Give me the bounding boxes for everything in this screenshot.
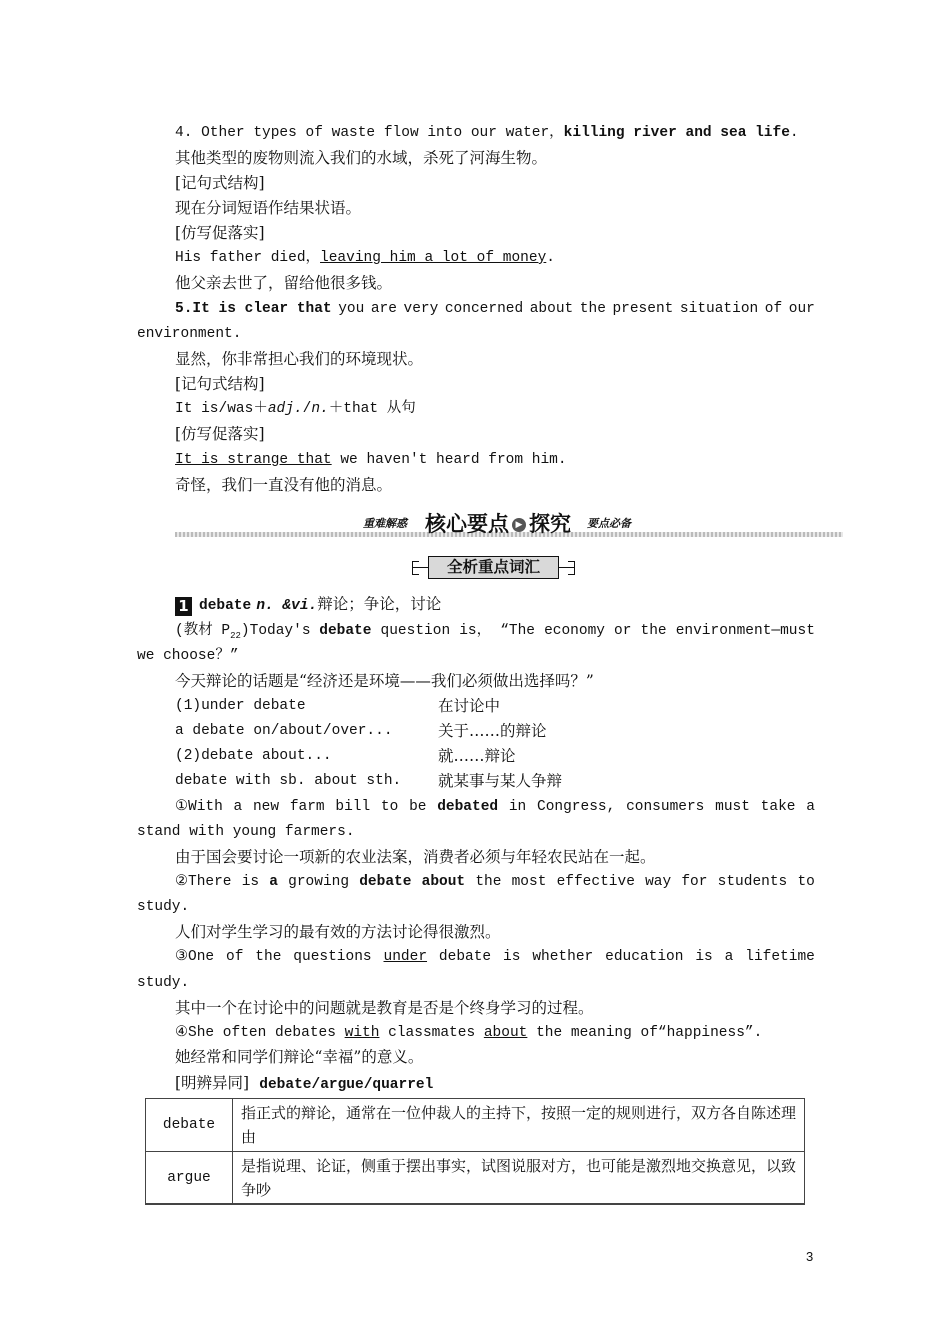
phrase-en: a debate on/about/over...	[175, 723, 393, 739]
entry-example-lead	[175, 621, 371, 646]
phrase-cn: 就……辩论	[438, 747, 516, 765]
bracket-left	[412, 561, 419, 575]
item5-bold: It is clear that	[192, 301, 332, 317]
word: new	[252, 799, 280, 815]
word-bold: about	[421, 874, 466, 890]
word: debate	[438, 949, 492, 965]
banner-right-text: 要点必备	[587, 517, 631, 530]
word: students	[717, 874, 788, 890]
word: growing	[288, 874, 350, 890]
item4-practice-underlined: leaving him a lot of money	[320, 250, 547, 266]
bracket-right	[568, 561, 575, 575]
word: farm	[289, 799, 325, 815]
item4-practice-translation: 他父亲去世了，留给他很多钱。	[175, 274, 393, 292]
example-2-translation: 人们对学生学习的最有效的方法讨论得很激烈。	[175, 923, 501, 941]
word: is，	[459, 623, 492, 639]
example-4-translation: 她经常和同学们辩论“幸福”的意义。	[175, 1048, 424, 1066]
compare-label: [明辨异同]	[175, 1074, 250, 1092]
section-banner	[175, 508, 843, 538]
word: about	[529, 301, 574, 317]
word: ③One	[175, 949, 215, 965]
word: situation	[679, 301, 759, 317]
phrase-en: (2)debate about...	[175, 748, 332, 764]
example-3-translation: 其中一个在讨论中的问题就是教育是否是个终身学习的过程。	[175, 999, 594, 1017]
example-1-translation: 由于国会要讨论一项新的农业法案，消费者必须与年轻农民站在一起。	[175, 848, 656, 866]
word: very	[403, 301, 439, 317]
word: to	[380, 799, 399, 815]
compare-table	[145, 1098, 805, 1205]
item4-practice-label: [仿写促落实]	[175, 224, 265, 242]
banner-title-a: 核心要点	[425, 512, 509, 536]
word: a	[806, 799, 815, 815]
structure-part: /	[302, 401, 312, 417]
compare-word: argue	[146, 1152, 233, 1205]
word: a	[724, 949, 734, 965]
example-start: )Today's	[240, 623, 311, 639]
word: are	[370, 301, 397, 317]
table-bottom-rule	[145, 1203, 805, 1205]
example-2	[175, 872, 815, 892]
example-1	[175, 797, 815, 817]
word: whether	[532, 949, 594, 965]
example-2-cont: study.	[137, 899, 190, 915]
structure-n: n.	[311, 401, 329, 417]
item5-translation: 显然，你非常担心我们的环境现状。	[175, 350, 424, 368]
entry-pos: n. &vi.	[256, 598, 318, 614]
structure-adj: adj.	[267, 401, 303, 417]
word: bill	[335, 799, 371, 815]
entry-heading	[175, 594, 441, 616]
word: is	[241, 874, 260, 890]
word: economy	[544, 623, 605, 639]
banner-title-b: 探究	[529, 512, 571, 536]
example-1-cont: stand with young farmers.	[137, 824, 355, 840]
word: the	[640, 623, 667, 639]
word: questions	[293, 949, 372, 965]
entry-example-cont: we choose？”	[137, 648, 239, 664]
word-bold: debate	[359, 874, 412, 890]
item5-practice-label: [仿写促落实]	[175, 425, 265, 443]
page-number: 3	[806, 1249, 814, 1264]
table-row	[146, 1152, 805, 1205]
example-bold: debate	[319, 623, 372, 639]
structure-part: ＋that 从句	[328, 401, 416, 417]
word: education	[605, 949, 684, 965]
item4-practice	[175, 248, 555, 268]
example-3	[175, 947, 815, 967]
word: consumers	[626, 799, 705, 815]
entry-word: debate	[199, 598, 252, 614]
example-4-underlined: about	[483, 1025, 528, 1041]
word: the	[475, 874, 502, 890]
item5-lead	[175, 299, 332, 319]
compare-word: debate	[146, 1099, 233, 1152]
entry-meaning: 辩论；争论，讨论	[317, 595, 442, 613]
word: our	[788, 301, 815, 317]
word: is	[503, 949, 521, 965]
item5-structure-label: [记句式结构]	[175, 375, 265, 393]
compare-definition: 是指说理、论证，侧重于摆出事实，试图说服对方，也可能是激烈地交换意见，以致争吵	[233, 1152, 805, 1205]
item4-practice-start: His father died，	[175, 250, 321, 266]
section-title-text: 全析重点词汇	[428, 556, 559, 579]
banner-title	[425, 508, 571, 538]
word: question	[380, 623, 451, 639]
word: in	[508, 799, 527, 815]
textbook-page: 22	[230, 630, 241, 641]
item4-structure: 现在分词短语作结果状语。	[175, 199, 362, 217]
word: effective	[556, 874, 635, 890]
word: ②There	[175, 874, 232, 890]
phrase-en: (1)under debate	[175, 698, 306, 714]
item5-practice-translation: 奇怪，我们一直没有他的消息。	[175, 476, 393, 494]
item4-sentence-start: 4. Other types of waste flow into our water，	[175, 125, 564, 141]
word: lifetime	[745, 949, 815, 965]
word: take	[760, 799, 796, 815]
item5-practice	[175, 450, 567, 470]
example-4-part: the meaning of“happiness”.	[527, 1025, 763, 1041]
compare-heading	[175, 1073, 433, 1095]
item4-structure-label: [记句式结构]	[175, 174, 265, 192]
entry-example-translation: 今天辩论的话题是“经济还是环境——我们必须做出选择吗？”	[175, 672, 594, 690]
word: the	[255, 949, 282, 965]
word: Congress,	[537, 799, 616, 815]
word: the	[579, 301, 606, 317]
item4-sentence-end: .	[789, 125, 799, 141]
word: or	[614, 623, 632, 639]
section-title	[412, 556, 575, 578]
compare-definition: 指正式的辩论，通常在一位仲裁人的主持下，按照一定的规则进行，双方各自陈述理由	[233, 1099, 805, 1152]
item4-translation: 其他类型的废物则流入我们的水域，杀死了河海生物。	[175, 149, 548, 167]
word: environment—must	[675, 623, 815, 639]
example-3-cont: study.	[137, 975, 190, 991]
banner-left-text: 重难解惑	[363, 517, 407, 530]
item5-practice-underlined: It is strange that	[175, 452, 332, 468]
word: way	[645, 874, 672, 890]
word: you	[338, 301, 365, 317]
word: “The	[500, 623, 535, 639]
example-4-underlined: with	[344, 1025, 380, 1041]
word: for	[681, 874, 708, 890]
item5-number: 5.	[175, 301, 193, 317]
word: concerned	[444, 301, 524, 317]
table-row	[146, 1099, 805, 1152]
item4-sentence	[175, 123, 799, 143]
entry-example	[175, 621, 815, 646]
word: a	[233, 799, 243, 815]
entry-number-badge: 1	[175, 597, 192, 616]
word: is	[695, 949, 713, 965]
word-bold: a	[269, 874, 278, 890]
item5-sentence	[175, 299, 815, 319]
word: be	[409, 799, 427, 815]
phrase-en: debate with sb. about sth.	[175, 773, 402, 789]
word: ①With	[175, 799, 223, 815]
word-bold: debated	[437, 799, 499, 815]
phrase-cn: 就某事与某人争辩	[438, 772, 563, 790]
word: most	[511, 874, 547, 890]
word: of	[764, 301, 783, 317]
word: of	[226, 949, 244, 965]
item4-practice-end: .	[546, 250, 555, 266]
example-4-part: classmates	[379, 1025, 484, 1041]
textbook-ref: (教材 P	[175, 623, 231, 639]
phrase-cn: 在讨论中	[438, 697, 501, 715]
item5-practice-end: we haven't heard from him.	[331, 452, 567, 468]
structure-part: It is/was＋	[175, 401, 268, 417]
word: present	[612, 301, 674, 317]
item5-sentence-cont: environment.	[137, 326, 242, 342]
chevron-right-icon: ▶	[512, 518, 526, 532]
word: to	[797, 874, 815, 890]
item5-structure	[175, 399, 416, 419]
word: must	[715, 799, 750, 815]
item4-sentence-bold: killing river and sea life	[563, 125, 790, 141]
word-underlined: under	[383, 949, 428, 965]
example-4-part: ④She often debates	[175, 1025, 345, 1041]
phrase-cn: 关于……的辩论	[438, 722, 547, 740]
compare-words: debate/argue/quarrel	[259, 1077, 434, 1093]
example-4	[175, 1023, 762, 1043]
